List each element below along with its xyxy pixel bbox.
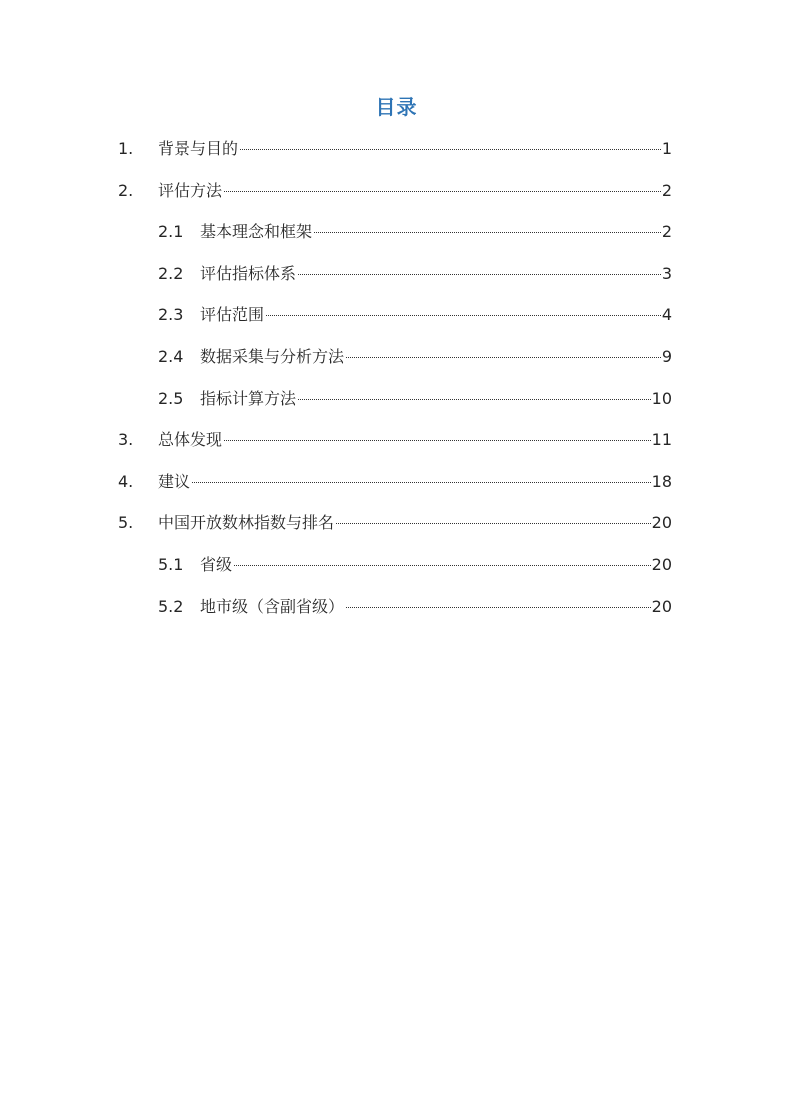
toc-title: 目录	[375, 95, 418, 119]
dot-leader	[336, 523, 651, 524]
toc-subentry[interactable]	[118, 336, 672, 378]
toc-entry-label: 地市级（含副省级）	[200, 596, 345, 616]
toc-entry-page: 1	[661, 139, 672, 158]
toc-entry-page: 2	[661, 180, 672, 200]
dot-leader	[234, 565, 651, 566]
toc-entry-label: 评估范围	[200, 305, 265, 325]
toc-subentry[interactable]	[118, 253, 672, 295]
toc-entry[interactable]	[118, 419, 672, 461]
toc-entry-page: 2	[661, 222, 672, 242]
toc-entry-number: 3.	[118, 430, 134, 450]
dot-leader	[224, 191, 661, 192]
toc-entry-page: 9	[661, 346, 672, 366]
toc-entry-label: 评估指标体系	[200, 263, 297, 283]
toc-entry-page: 18	[651, 471, 672, 491]
toc-entry-number: 1.	[118, 139, 134, 158]
toc-subentry[interactable]	[118, 211, 672, 253]
dot-leader	[298, 399, 651, 400]
toc-entry-page: 4	[661, 305, 672, 325]
dot-leader	[298, 274, 661, 275]
toc-entry[interactable]	[118, 128, 672, 170]
dot-leader	[240, 149, 661, 150]
toc-entry-number: 2.2	[158, 263, 184, 283]
toc-entry-label: 数据采集与分析方法	[200, 346, 345, 366]
toc-entry-label: 基本理念和框架	[200, 222, 313, 242]
toc-entry-number: 2.	[118, 180, 134, 200]
dot-leader	[224, 440, 651, 441]
toc-subentry[interactable]	[118, 294, 672, 336]
toc-subentry[interactable]	[118, 544, 672, 586]
dot-leader	[266, 315, 661, 316]
toc-entry-page: 20	[651, 554, 672, 574]
toc-entry-number: 5.2	[158, 596, 184, 616]
toc-entry-label: 总体发现	[158, 430, 223, 450]
toc-entry-label: 中国开放数林指数与排名	[158, 513, 335, 533]
toc-entry-number: 2.5	[158, 388, 184, 408]
toc-entry-page: 11	[651, 430, 672, 450]
toc-entry-number: 2.3	[158, 305, 184, 325]
toc-entry-number: 5.	[118, 513, 134, 533]
toc-entry-label: 省级	[200, 554, 233, 574]
toc-entry-page: 10	[651, 388, 672, 408]
toc-entry[interactable]	[118, 502, 672, 544]
dot-leader	[192, 482, 651, 483]
toc-entry-page: 20	[651, 513, 672, 533]
toc-entry-number: 2.1	[158, 222, 184, 242]
toc-entry-label: 建议	[158, 471, 191, 491]
dot-leader	[346, 607, 651, 608]
toc-entry-page: 20	[651, 596, 672, 616]
toc-entry-label: 评估方法	[158, 180, 223, 200]
toc-entry-label: 指标计算方法	[200, 388, 297, 408]
toc-entry-number: 2.4	[158, 346, 184, 366]
dot-leader	[314, 232, 661, 233]
toc-subentry[interactable]	[118, 378, 672, 420]
toc-entry-page: 3	[661, 263, 672, 283]
toc-entry-number: 4.	[118, 471, 134, 491]
toc-list	[118, 128, 672, 627]
toc-entry[interactable]	[118, 461, 672, 503]
toc-entry-label: 背景与目的	[158, 139, 239, 158]
toc-entry[interactable]	[118, 170, 672, 212]
toc-entry-number: 5.1	[158, 554, 184, 574]
dot-leader	[346, 357, 661, 358]
toc-subentry[interactable]	[118, 586, 672, 628]
